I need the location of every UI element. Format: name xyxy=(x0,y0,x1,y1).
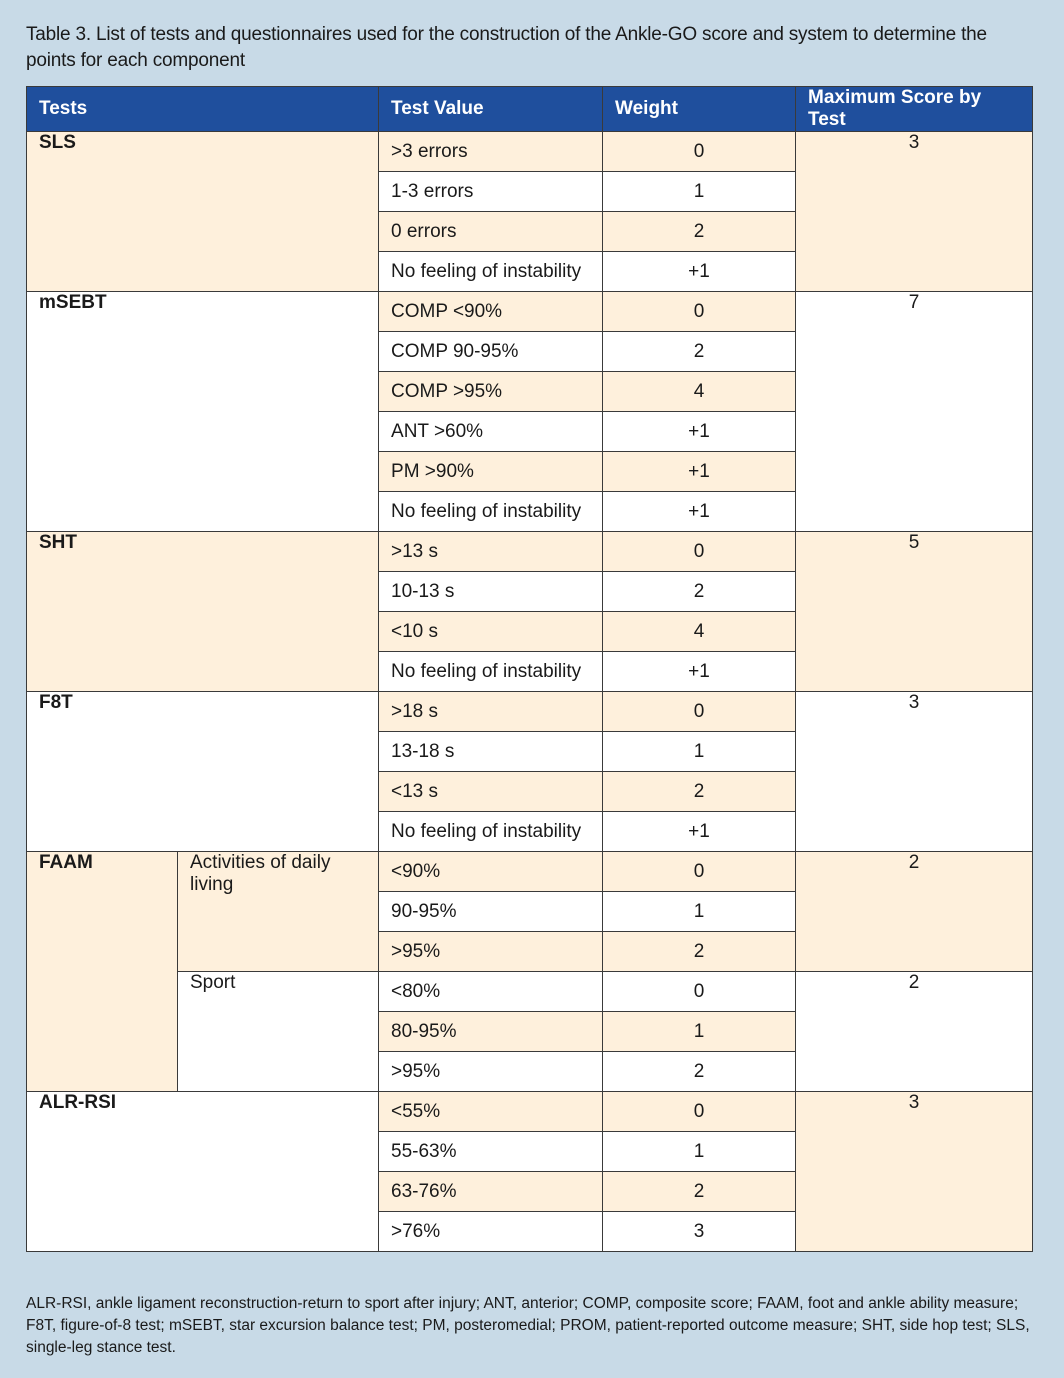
subtest-sport: Sport xyxy=(178,972,379,1092)
test-value-cell: COMP 90-95% xyxy=(379,332,603,372)
weight-cell: 2 xyxy=(603,932,796,972)
weight-cell: 2 xyxy=(603,1052,796,1092)
table-row xyxy=(27,972,1033,1012)
test-value-cell: >95% xyxy=(379,1052,603,1092)
test-name-sht: SHT xyxy=(27,532,379,692)
test-value-cell: <10 s xyxy=(379,612,603,652)
test-value-cell: 55-63% xyxy=(379,1132,603,1172)
weight-cell: 2 xyxy=(603,772,796,812)
weight-cell: 1 xyxy=(603,1132,796,1172)
max-score-alr-rsi: 3 xyxy=(796,1092,1033,1252)
weight-cell: +1 xyxy=(603,652,796,692)
weight-cell: 0 xyxy=(603,1092,796,1132)
test-value-cell: 10-13 s xyxy=(379,572,603,612)
test-name-faam: FAAM xyxy=(27,852,178,1092)
max-score-f8t: 3 xyxy=(796,692,1033,852)
table-row xyxy=(27,532,1033,572)
header-row xyxy=(27,87,1033,132)
table-row xyxy=(27,292,1033,332)
test-value-cell: 13-18 s xyxy=(379,732,603,772)
weight-cell: +1 xyxy=(603,812,796,852)
test-name-f8t: F8T xyxy=(27,692,379,852)
weight-cell: 0 xyxy=(603,532,796,572)
weight-cell: 1 xyxy=(603,172,796,212)
max-score-faam-adl: 2 xyxy=(796,852,1033,972)
weight-cell: 2 xyxy=(603,572,796,612)
max-score-sht: 5 xyxy=(796,532,1033,692)
table-row xyxy=(27,692,1033,732)
test-value-cell: 1-3 errors xyxy=(379,172,603,212)
weight-cell: 0 xyxy=(603,692,796,732)
weight-cell: 2 xyxy=(603,332,796,372)
table-footnote: ALR-RSI, ankle ligament reconstruction-return to sport after injury; ANT, anterior; COMP, composite score; FAAM, foot and ankle ability measure; F8T, figure-of-8 test; mSEBT, star excursion balance test; PM, posteromedial; PROM, patient-reported outcome measure; SHT, side hop test; SLS, single-leg stance test. xyxy=(26,1295,1030,1356)
test-value-cell: ANT >60% xyxy=(379,412,603,452)
test-value-cell: COMP >95% xyxy=(379,372,603,412)
test-name-msebt: mSEBT xyxy=(27,292,379,532)
test-value-cell: 63-76% xyxy=(379,1172,603,1212)
test-value-cell: 90-95% xyxy=(379,892,603,932)
weight-cell: 0 xyxy=(603,972,796,1012)
weight-cell: 4 xyxy=(603,372,796,412)
test-value-cell: <55% xyxy=(379,1092,603,1132)
weight-cell: 3 xyxy=(603,1212,796,1252)
test-name-alr-rsi: ALR-RSI xyxy=(27,1092,379,1252)
weight-cell: +1 xyxy=(603,412,796,452)
test-value-cell: No feeling of instability xyxy=(379,812,603,852)
test-value-cell: COMP <90% xyxy=(379,292,603,332)
test-value-cell: >13 s xyxy=(379,532,603,572)
weight-cell: 0 xyxy=(603,852,796,892)
weight-cell: +1 xyxy=(603,452,796,492)
test-value-cell: >3 errors xyxy=(379,132,603,172)
test-value-cell: >18 s xyxy=(379,692,603,732)
header-weight: Weight xyxy=(603,87,796,132)
weight-cell: 4 xyxy=(603,612,796,652)
table-row xyxy=(27,132,1033,172)
table-row xyxy=(27,1092,1033,1132)
table-caption: Table 3. List of tests and questionnaires used for the construction of the Ankle-GO score and system to determine the points for each component xyxy=(26,24,987,71)
weight-cell: 1 xyxy=(603,732,796,772)
weight-cell: 0 xyxy=(603,292,796,332)
test-value-cell: 80-95% xyxy=(379,1012,603,1052)
header-test-value: Test Value xyxy=(379,87,603,132)
max-score-faam-sport: 2 xyxy=(796,972,1033,1092)
test-value-cell: <90% xyxy=(379,852,603,892)
test-value-cell: No feeling of instability xyxy=(379,492,603,532)
weight-cell: +1 xyxy=(603,252,796,292)
weight-cell: 2 xyxy=(603,1172,796,1212)
weight-cell: 2 xyxy=(603,212,796,252)
scoring-table xyxy=(26,86,1033,1252)
max-score-msebt: 7 xyxy=(796,292,1033,532)
table-row xyxy=(27,852,1033,892)
header-tests: Tests xyxy=(27,87,379,132)
test-value-cell: No feeling of instability xyxy=(379,252,603,292)
weight-cell: +1 xyxy=(603,492,796,532)
header-max-score: Maximum Score by Test xyxy=(796,87,1033,132)
test-value-cell: 0 errors xyxy=(379,212,603,252)
weight-cell: 1 xyxy=(603,892,796,932)
test-value-cell: No feeling of instability xyxy=(379,652,603,692)
max-score-sls: 3 xyxy=(796,132,1033,292)
weight-cell: 1 xyxy=(603,1012,796,1052)
subtest-adl: Activities of daily living xyxy=(178,852,379,972)
test-value-cell: >95% xyxy=(379,932,603,972)
test-value-cell: <80% xyxy=(379,972,603,1012)
test-value-cell: >76% xyxy=(379,1212,603,1252)
test-value-cell: <13 s xyxy=(379,772,603,812)
test-name-sls: SLS xyxy=(27,132,379,292)
test-value-cell: PM >90% xyxy=(379,452,603,492)
weight-cell: 0 xyxy=(603,132,796,172)
